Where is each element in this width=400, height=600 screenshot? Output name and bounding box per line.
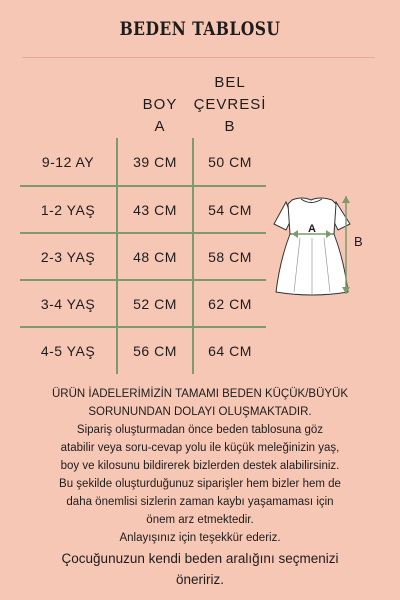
page-title: BEDEN TABLOSU xyxy=(119,18,281,40)
table-cell-boy: 52 CM xyxy=(133,295,177,312)
column-header-bel xyxy=(190,72,270,138)
column-header-boy-label: BOY xyxy=(142,96,178,113)
notice-line: Çocuğunuzun kendi beden aralığını seçmenizi xyxy=(61,551,339,566)
notice-line: Sipariş oluşturmadan önce beden tablosuna göz xyxy=(76,424,324,436)
notice-line: daha önemlisi sizlerin zaman kaybı yaşamaması için xyxy=(66,496,334,508)
notice-text xyxy=(18,385,382,589)
table-cell-age: 4-5 YAŞ xyxy=(40,343,96,359)
table-cell-age: 3-4 YAŞ xyxy=(40,295,96,312)
table-cell-bel: 50 CM xyxy=(208,153,252,170)
notice-line: Anlayışınız için teşekkür ederiz. xyxy=(119,532,281,544)
arrow-b-top-head-icon xyxy=(342,196,350,203)
column-header-bel-label-2: ÇEVRESİ xyxy=(193,96,267,113)
table-cell-age: 9-12 AY xyxy=(41,153,95,170)
table-cell-bel: 64 CM xyxy=(208,343,252,359)
notice-line: SORUNUNDAN DOLAYI OLUŞMAKTADIR. xyxy=(88,406,312,418)
notice-line: atabilir veya soru-cevap yolu ile küçük meleğinizin yaş, xyxy=(60,442,340,454)
table-cell-age: 2-3 YAŞ xyxy=(40,248,96,265)
notice-line: boy ve kilosunu bildirerek bizlerden destek alabilirsiniz. xyxy=(60,460,340,472)
table-cell-age: 1-2 YAŞ xyxy=(40,201,96,218)
table-cell-boy: 39 CM xyxy=(133,153,177,170)
title-divider xyxy=(22,57,375,58)
table-cell-boy: 48 CM xyxy=(133,248,177,265)
table-cell-boy: 43 CM xyxy=(133,201,177,218)
column-header-bel-letter: B xyxy=(224,118,236,135)
dress-illustration xyxy=(270,190,386,300)
column-header-bel-label: BEL xyxy=(214,74,246,91)
column-header-boy-letter: A xyxy=(154,118,166,135)
table-cell-bel: 54 CM xyxy=(208,201,252,218)
dress-label-a: A xyxy=(308,223,316,235)
notice-line: ÜRÜN İADELERİMİZİN TAMAMI BEDEN KÜÇÜK/BÜYÜK xyxy=(51,388,349,400)
column-header-boy xyxy=(120,94,200,138)
notice-line: öneririz. xyxy=(175,572,224,587)
table-cell-bel: 62 CM xyxy=(208,295,252,312)
table-cell-bel: 58 CM xyxy=(208,248,252,265)
size-table xyxy=(20,138,266,374)
dress-label-b: B xyxy=(354,234,363,249)
notice-line: Bu şekilde oluşturduğunuz siparişler hem bizler hem de xyxy=(59,478,341,490)
table-cell-boy: 56 CM xyxy=(133,343,177,359)
notice-line: önem arz etmektedir. xyxy=(146,514,254,526)
